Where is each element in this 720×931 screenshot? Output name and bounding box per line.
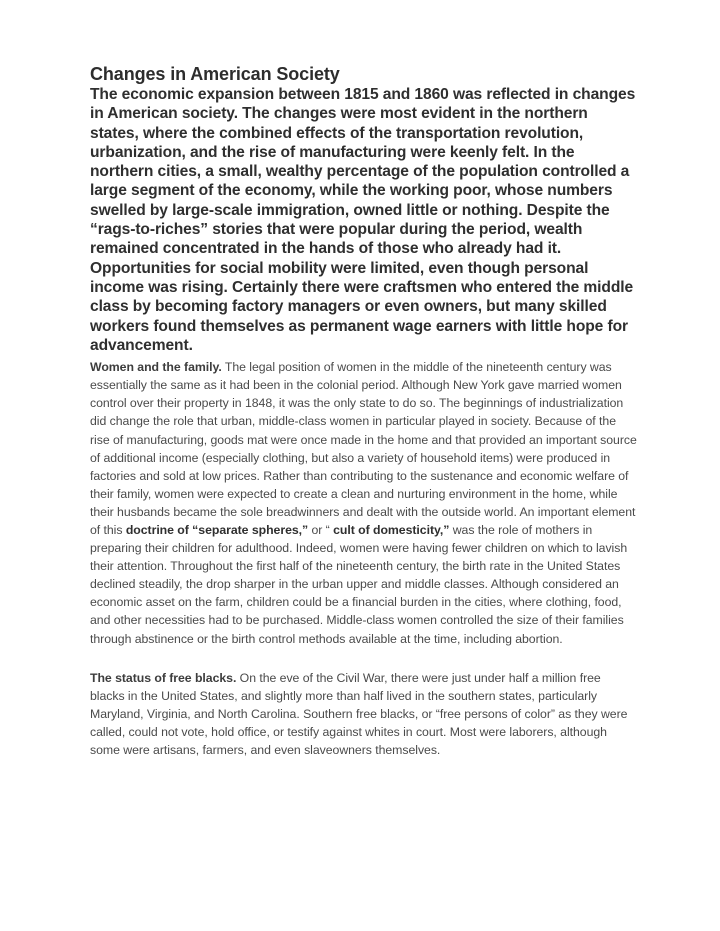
section-heading: Changes in American Society: [90, 64, 340, 84]
paragraph-text: or “: [308, 523, 334, 537]
key-term-cult-of-domesticity: cult of domesticity,”: [333, 523, 450, 537]
document-body: [90, 64, 638, 759]
key-term-separate-spheres: doctrine of “separate spheres,”: [125, 523, 309, 537]
run-in-heading-women: Women and the family.: [90, 360, 222, 375]
women-and-family-paragraph: [90, 358, 638, 648]
free-blacks-paragraph: [90, 669, 638, 759]
paragraph-text: On the eve of the Civil War, there were just under half a million free blacks in the United States, and slightly more than half lived in the southern states, particularly Maryland, Virginia, and North Carolina. Southern free blacks, or “free persons of color” as they were called, could not vote, hold office, or testify against whites in court. Most were laborers, although some were artisans, farmers, and even slaveowners themselves.: [90, 670, 628, 758]
run-in-heading-free-blacks: The status of free blacks.: [90, 670, 237, 685]
lead-paragraph: The economic expansion between 1815 and 1860 was reflected in changes in American society. The changes were most evident in the northern states, where the combined effects of the transportation revolution, urbanization, and the rise of manufacturing were keenly felt. In the northern cities, a small, wealthy percentage of the population controlled a large segment of the economy, while the working poor, whose numbers swelled by large-scale immigration, owned little or nothing. Despite the “rags-to-riches” stories that were popular during the period, wealth remained concentrated in the hands of those who already had it. Opportunities for social mobility were limited, even though personal income was rising. Certainly there were craftsmen who entered the middle class by becoming factory managers or even owners, but many skilled workers found themselves as permanent wage earners with little hope for advancement.: [90, 86, 636, 354]
paragraph-text: was the role of mothers in preparing their children for adulthood. Indeed, women were having fewer children on which to lavish their attention. Throughout the first half of the nineteenth century, the birth rate in the United States declined steadily, the drop sharper in the urban upper and middle classes. Although considered an economic asset on the farm, children could be a financial burden in the cities, where clothing, food, and other necessities had to be purchased. Middle-class women controlled the size of their families through abstinence or the birth control methods available at the time, including abortion.: [90, 523, 628, 646]
paragraph-text: The legal position of women in the middle of the nineteenth century was essentially the same as it had been in the colonial period. Although New York gave married women control over their property in 1848, it was the only state to do so. The beginnings of industrialization did change the role that urban, middle-class women in particular played in society. Because of the rise of manufacturing, goods mat were once made in the home and that provided an important source of additional income (especially clothing, but also a variety of household items) were produced in factories and sold at low prices. Rather than contributing to the sustenance and economic welfare of their family, women were expected to create a clean and nurturing environment in the home, while their husbands became the sole breadwinners and dealt with the outside world. An important element of this: [90, 360, 637, 537]
